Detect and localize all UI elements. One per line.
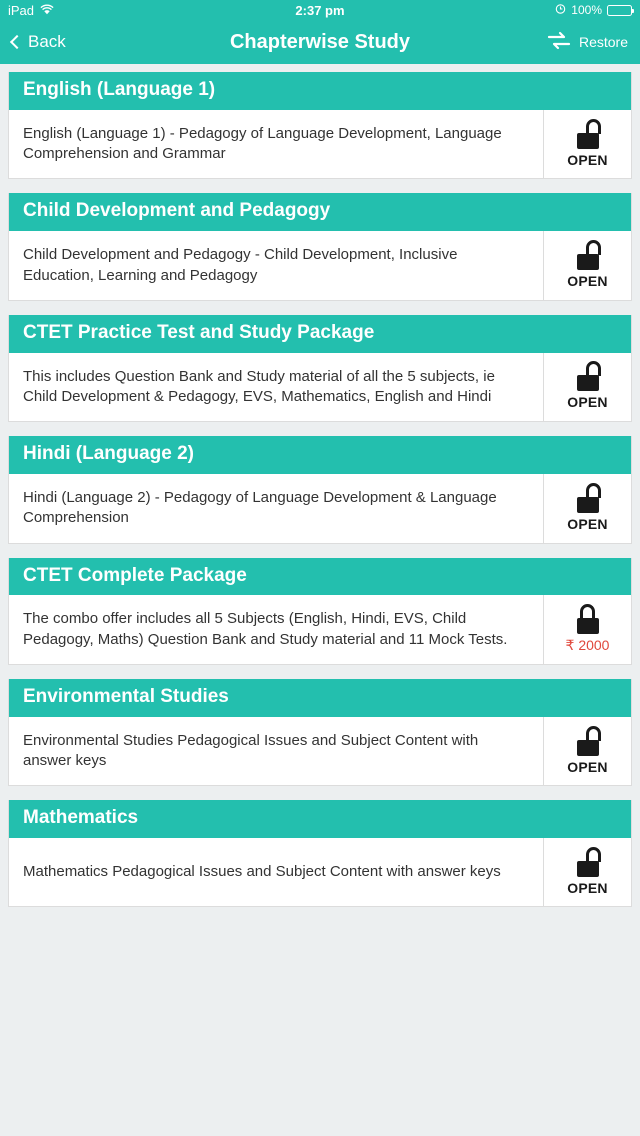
status-bar <box>0 0 640 20</box>
battery-percent-label: 100% <box>571 3 602 17</box>
card-description: Child Development and Pedagogy - Child Development, Inclusive Education, Learning and Pedagogy <box>23 246 458 284</box>
unlocked-padlock-icon <box>576 240 600 270</box>
card-title: CTET Practice Test and Study Package <box>9 315 631 353</box>
status-clock: 2:37 pm <box>295 2 345 18</box>
price-label: ₹ 2000 <box>565 636 610 653</box>
restore-button-label: Restore <box>578 34 628 50</box>
open-button[interactable] <box>543 231 631 300</box>
unlocked-padlock-icon <box>576 847 600 877</box>
list-item[interactable] <box>8 72 632 179</box>
course-list <box>0 64 640 921</box>
unlocked-padlock-icon <box>576 119 600 149</box>
chevron-left-icon <box>10 35 24 49</box>
card-description: English (Language 1) - Pedagogy of Language Development, Language Comprehension and Grammar <box>23 124 502 163</box>
card-description: The combo offer includes all 5 Subjects (English, Hindi, EVS, Child Pedagogy, Maths) Question Bank and Study material and 11 Mock Tests. <box>23 610 508 648</box>
card-body <box>9 110 631 179</box>
open-button[interactable] <box>543 110 631 179</box>
navigation-bar <box>0 20 640 64</box>
unlocked-padlock-icon <box>576 361 600 391</box>
card-title: English (Language 1) <box>9 72 631 110</box>
card-body <box>9 353 631 422</box>
open-button[interactable] <box>543 838 631 906</box>
back-button-label: Back <box>28 32 66 51</box>
open-button[interactable] <box>543 717 631 786</box>
card-description: This includes Question Bank and Study material of all the 5 subjects, ie Child Development & Pedagogy, EVS, Mathematics, English and Hindi <box>23 367 495 405</box>
card-body <box>9 717 631 786</box>
wifi-icon <box>40 3 54 18</box>
action-label: OPEN <box>567 879 608 896</box>
card-body <box>9 231 631 300</box>
status-right-group <box>555 3 632 17</box>
action-label: OPEN <box>567 515 608 532</box>
locked-padlock-icon <box>576 604 600 634</box>
list-item[interactable] <box>8 193 632 300</box>
card-description: Mathematics Pedagogical Issues and Subject Content with answer keys <box>23 863 501 881</box>
list-item[interactable] <box>8 436 632 543</box>
unlocked-padlock-icon <box>576 726 600 756</box>
card-title: Hindi (Language 2) <box>9 436 631 474</box>
action-label: OPEN <box>567 273 608 290</box>
list-item[interactable] <box>8 800 632 907</box>
card-description: Environmental Studies Pedagogical Issues and Subject Content with answer keys <box>23 731 479 770</box>
status-left-group <box>8 3 54 18</box>
card-title: CTET Complete Package <box>9 558 631 596</box>
status-device-label: iPad <box>8 2 35 18</box>
action-label: OPEN <box>567 394 608 411</box>
action-label: OPEN <box>567 151 608 168</box>
battery-icon <box>607 5 632 16</box>
card-title: Mathematics <box>9 800 631 838</box>
card-description: Hindi (Language 2) - Pedagogy of Language Development & Language Comprehension <box>23 489 497 527</box>
card-body <box>9 474 631 543</box>
list-item[interactable] <box>8 315 632 422</box>
list-item[interactable] <box>8 679 632 786</box>
card-body <box>9 595 631 664</box>
back-button[interactable] <box>12 32 66 52</box>
action-label: OPEN <box>567 758 608 775</box>
open-button[interactable] <box>543 474 631 543</box>
restore-arrows-icon <box>546 31 572 54</box>
card-title: Environmental Studies <box>9 679 631 717</box>
page-title: Chapterwise Study <box>229 30 411 53</box>
open-button[interactable] <box>543 353 631 422</box>
list-item[interactable] <box>8 558 632 665</box>
card-title: Child Development and Pedagogy <box>9 193 631 231</box>
alarm-clock-icon <box>555 3 566 17</box>
unlocked-padlock-icon <box>576 483 600 513</box>
restore-button[interactable] <box>546 31 628 54</box>
card-body <box>9 838 631 906</box>
buy-button[interactable] <box>543 595 631 664</box>
